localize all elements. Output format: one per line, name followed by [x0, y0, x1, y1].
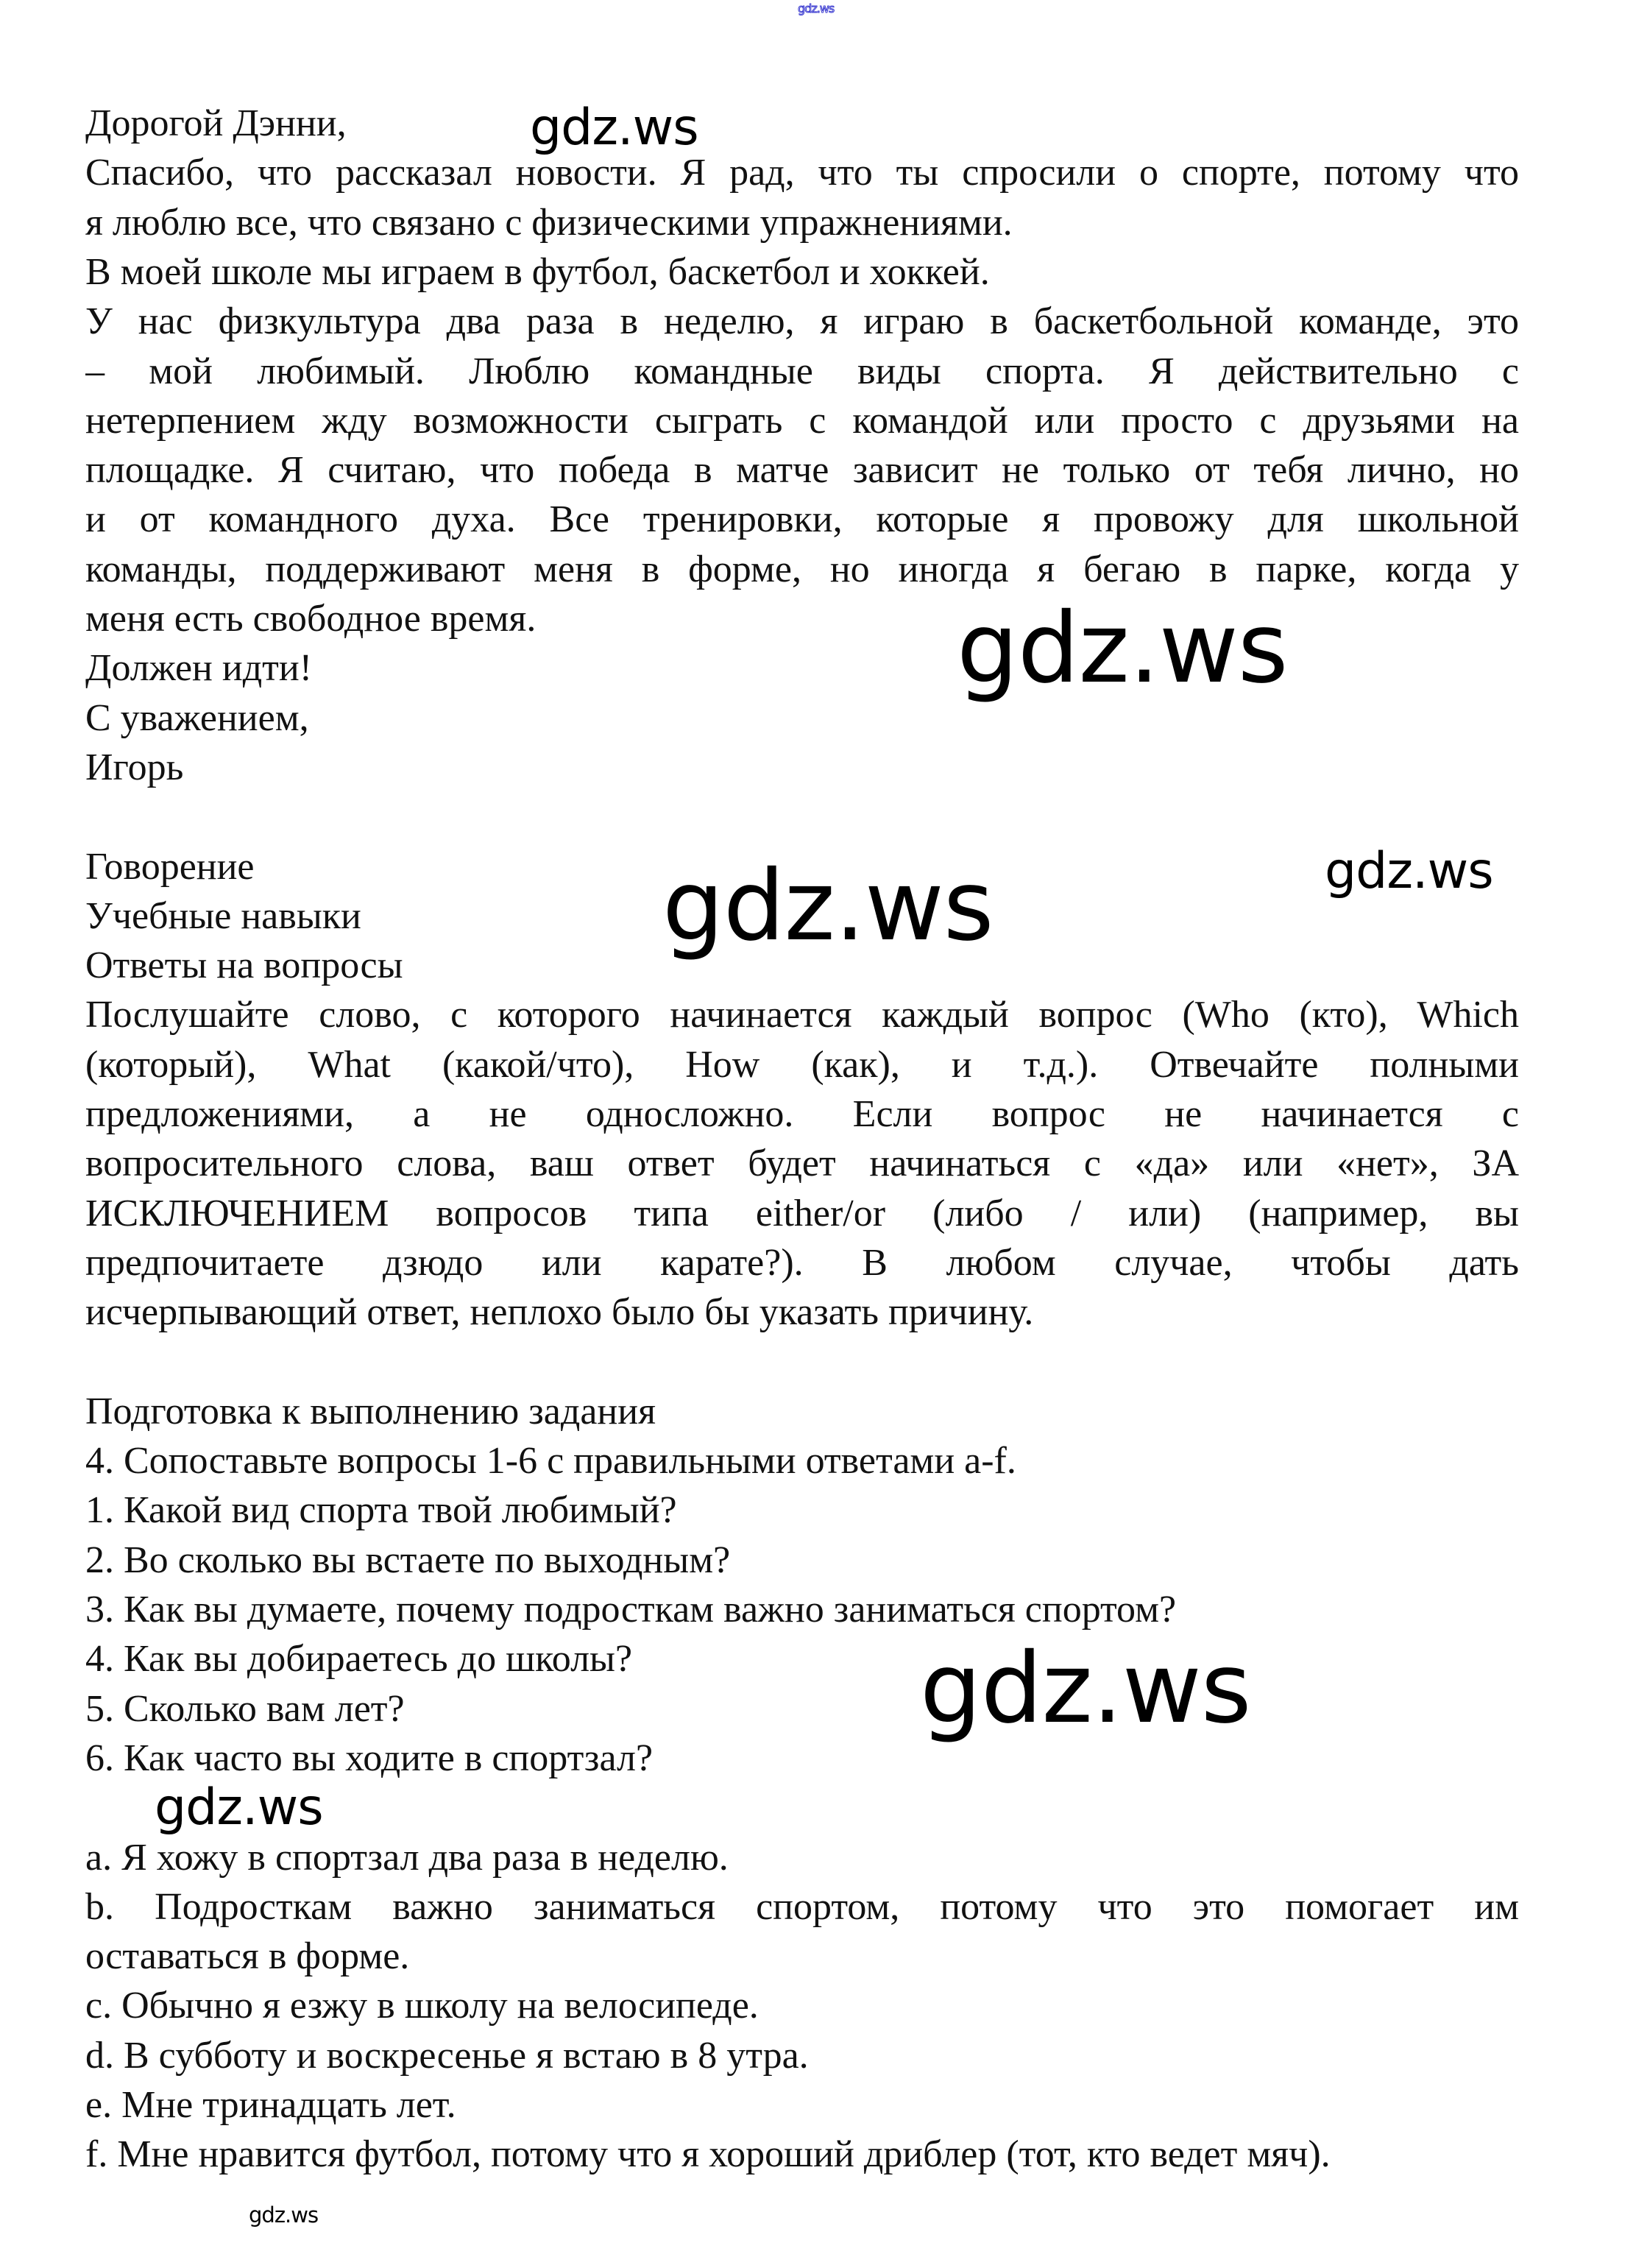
text-line: вопросительного слова, ваш ответ будет начинаться с «да» или «нет», ЗА: [85, 1142, 1519, 1185]
text-line: 4. Как вы добираетесь до школы?: [85, 1638, 633, 1681]
text-line: команды, поддерживают меня в форме, но иногда я бегаю в парке, когда у: [85, 548, 1519, 590]
text-line: У нас физкультура два раза в неделю, я играю в баскетбольной команде, это: [85, 300, 1519, 343]
text-line: a. Я хожу в спортзал два раза в неделю.: [85, 1836, 729, 1879]
watermark: gdz.ws: [920, 1632, 1251, 1745]
text-line: Говорение: [85, 845, 255, 888]
text-line: и от командного духа. Все тренировки, которые я провожу для школьной: [85, 498, 1519, 541]
text-line: d. В субботу и воскресенье я встаю в 8 утра.: [85, 2034, 809, 2077]
text-line: предпочитаете дзюдо или карате?). В любом случае, чтобы дать: [85, 1241, 1519, 1284]
text-line: Дорогой Дэнни,: [85, 102, 347, 144]
text-line: 4. Сопоставьте вопросы 1-6 с правильными ответами a-f.: [85, 1440, 1016, 1483]
text-line: f. Мне нравится футбол, потому что я хороший дриблер (тот, кто ведет мяч).: [85, 2133, 1331, 2176]
text-line: С уважением,: [85, 696, 309, 739]
text-line: нетерпением жду возможности сыграть с командой или просто с друзьями на: [85, 399, 1519, 442]
text-line: (который), What (какой/что), How (как), и т.д.). Отвечайте полными: [85, 1043, 1519, 1086]
text-line: c. Обычно я езжу в школу на велосипеде.: [85, 1985, 759, 2027]
text-line: Послушайте слово, с которого начинается каждый вопрос (Who (кто), Which: [85, 994, 1519, 1036]
text-line: 5. Сколько вам лет?: [85, 1687, 405, 1730]
watermark: gdz.ws: [155, 1778, 323, 1837]
text-line: меня есть свободное время.: [85, 598, 537, 640]
text-line: 2. Во сколько вы встаете по выходным?: [85, 1539, 731, 1581]
text-line: Игорь: [85, 746, 184, 788]
text-line: Ответы на вопросы: [85, 944, 403, 987]
text-line: Учебные навыки: [85, 894, 361, 937]
watermark: gdz.ws: [249, 2202, 319, 2228]
text-line: оставаться в форме.: [85, 1935, 410, 1978]
text-line: 1. Какой вид спорта твой любимый?: [85, 1489, 677, 1532]
watermark-top: gdz.ws: [798, 1, 835, 15]
watermark: gdz.ws: [957, 592, 1288, 705]
text-line: предложениями, а не односложно. Если вопрос не начинается с: [85, 1093, 1519, 1135]
text-line: площадке. Я считаю, что победа в матче зависит не только от тебя лично, но: [85, 449, 1519, 492]
text-line: я люблю все, что связано с физическими упражнениями.: [85, 201, 1013, 244]
text-line: Спасибо, что рассказал новости. Я рад, что ты спросили о спорте, потому что: [85, 152, 1519, 194]
watermark: gdz.ws: [1325, 842, 1493, 900]
text-line: Подготовка к выполнению задания: [85, 1390, 656, 1432]
text-line: В моей школе мы играем в футбол, баскетбол и хоккей.: [85, 250, 990, 293]
text-line: 3. Как вы думаете, почему подросткам важно заниматься спортом?: [85, 1589, 1177, 1631]
text-line: исчерпывающий ответ, неплохо было бы указать причину.: [85, 1291, 1034, 1334]
text-line: Должен идти!: [85, 647, 313, 690]
text-line: ИСКЛЮЧЕНИЕМ вопросов типа either/or (либо / или) (например, вы: [85, 1192, 1519, 1234]
watermark: gdz.ws: [662, 849, 994, 963]
watermark: gdz.ws: [530, 99, 698, 157]
text-line: 6. Как часто вы ходите в спортзал?: [85, 1737, 654, 1779]
text-line: e. Мне тринадцать лет.: [85, 2084, 456, 2126]
text-line: b. Подросткам важно заниматься спортом, потому что это помогает им: [85, 1885, 1519, 1928]
text-line: – мой любимый. Люблю командные виды спорта. Я действительно с: [85, 350, 1519, 392]
